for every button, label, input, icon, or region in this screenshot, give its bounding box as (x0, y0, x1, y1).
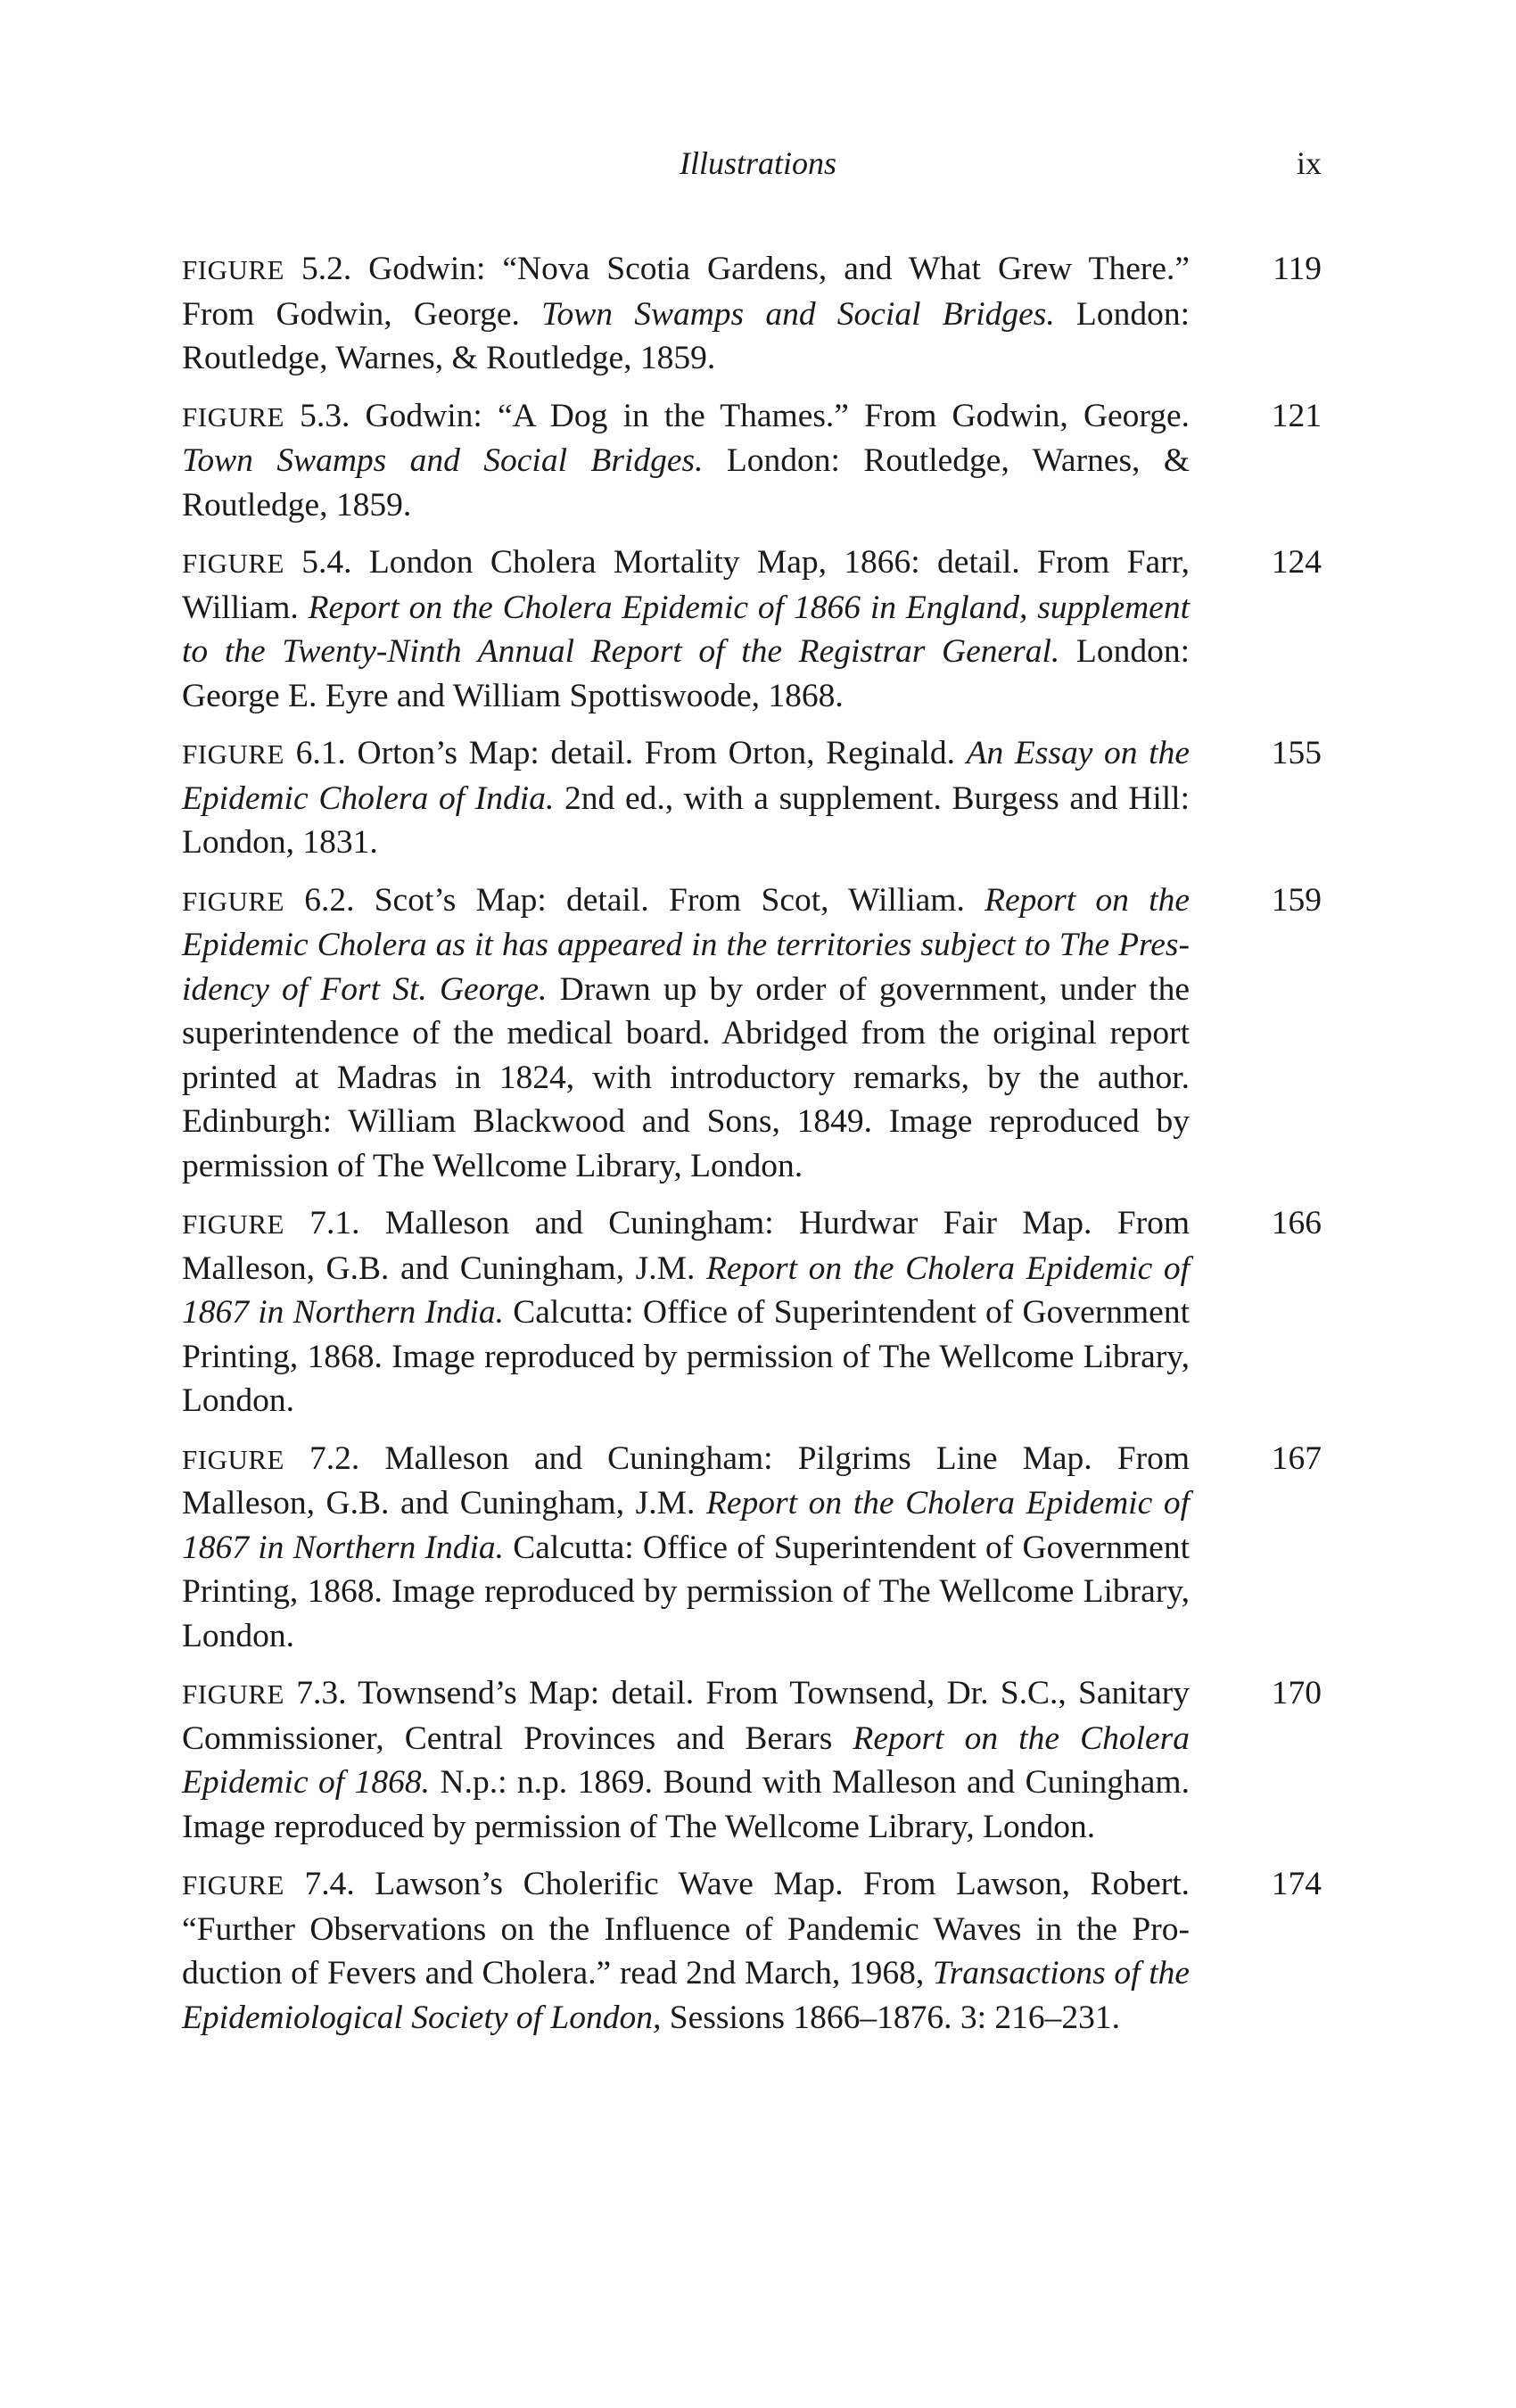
entry-text-segment: London: Routledge, Warnes, & Routledge, 1859. (182, 442, 1190, 524)
entry-caption (182, 247, 1190, 381)
illustration-entry (182, 1437, 1322, 1659)
entry-title-italic: An Essay on the Epidemic Cholera of India. (182, 735, 1190, 817)
figure-label: FIGURE (182, 1678, 284, 1710)
illustration-entry (182, 540, 1322, 718)
running-title: Illustrations (679, 145, 837, 181)
entry-text-segment: 6.1. Orton’s Map: detail. From Orton, Reginald. (284, 735, 967, 771)
entry-text-segment: 5.2. Godwin: “Nova Scotia Gardens, and What Grew There.” From Godwin, George. (182, 251, 1190, 333)
entry-text-segment: 7.2. Malleson and Cuningham: Pilgrims Line Map. From Malleson, G.B. and Cuningham, J.M. (182, 1439, 1190, 1521)
entry-caption (182, 1437, 1190, 1659)
entry-text-segment: 5.3. Godwin: “A Dog in the Thames.” From Godwin, George. (284, 397, 1190, 434)
entry-text-segment: Calcutta: Office of Superintendent of Government Printing, 1868. Image reproduced by permission of The Wellcome Library, London. (182, 1529, 1190, 1654)
figure-label: FIGURE (182, 1869, 284, 1901)
entry-text-segment: 7.3. Townsend’s Map: detail. From Townsend, Dr. S.C., Sanitary Commissioner, Central Provinces and Berars (182, 1675, 1190, 1757)
entry-page-number: 155 (1271, 735, 1322, 771)
entry-text-segment: London: Routledge, Warnes, & Routledge, 1859. (182, 295, 1190, 376)
entry-title-italic: Report on the Cholera Epidemic of 1867 in Northern India. (182, 1485, 1190, 1566)
entry-page-number: 174 (1271, 1866, 1322, 1902)
entry-page-number: 124 (1271, 544, 1322, 581)
figure-label: FIGURE (182, 1443, 284, 1475)
entry-caption (182, 1862, 1190, 2040)
figure-label: FIGURE (182, 254, 284, 285)
entry-title-italic: Report on the Cholera Epidemic of 1868. (182, 1719, 1190, 1801)
entry-text-segment: 6.2. Scot’s Map: detail. From Scot, William. (284, 881, 985, 919)
running-head (0, 141, 1516, 186)
illustrations-list (182, 247, 1322, 2053)
entry-title-italic: Town Swamps and Social Bridges. (541, 295, 1055, 333)
figure-label: FIGURE (182, 738, 284, 770)
entry-page-number: 119 (1273, 251, 1322, 287)
entry-text-segment: 2nd ed., with a supplement. Burgess and Hill: London, 1831. (182, 779, 1190, 861)
entry-text-segment: 7.1. Malleson and Cuningham: Hurdwar Fair Map. From Malleson, G.B. and Cuningham, J.M. (182, 1205, 1190, 1287)
illustration-entry (182, 1671, 1322, 1849)
illustration-entry (182, 878, 1322, 1189)
entry-caption (182, 540, 1190, 718)
entry-title-italic: Town Swamps and Social Bridges. (182, 442, 704, 479)
entry-title-italic: Report on the Epidemic Cholera as it has appeared in the territories subject to The Presidency of Fort St. George. (182, 881, 1190, 1008)
entry-page-number: 170 (1271, 1675, 1322, 1711)
illustration-entry (182, 1201, 1322, 1423)
entry-caption (182, 731, 1190, 865)
entry-text-segment: 7.4. Lawson’s Cholerific Wave Map. From Lawson, Robert. “Further Observations on the Influence of Pandemic Waves in the Production of Fevers and Cholera.” read 2nd March, 1968, (182, 1866, 1190, 1992)
entry-text-segment: Sessions 1866–1876. 3: 216–231. (661, 1999, 1121, 2036)
figure-label: FIGURE (182, 1208, 284, 1240)
illustration-entry (182, 394, 1322, 528)
illustration-entry (182, 1862, 1322, 2040)
entry-text-segment: London: George E. Eyre and William Spottiswoode, 1868. (182, 633, 1191, 714)
page-number: ix (1296, 145, 1322, 181)
illustration-entry (182, 247, 1322, 381)
entry-caption (182, 1201, 1190, 1423)
entry-page-number: 167 (1271, 1439, 1322, 1477)
entry-text-segment: 5.4. London Cholera Mortality Map, 1866: detail. From Farr, William. (182, 544, 1190, 626)
figure-label: FIGURE (182, 885, 284, 917)
entry-caption (182, 394, 1190, 528)
entry-caption (182, 878, 1190, 1189)
entry-page-number: 166 (1271, 1205, 1322, 1241)
entry-title-italic: Transactions of the Epidemiological Society of London, (182, 1955, 1191, 2036)
entry-page-number: 121 (1271, 397, 1322, 434)
entry-text-segment: Drawn up by order of government, under the superintendence of the medical board. Abridged from the original report printed at Madras in 1824, with introductory remarks, by the author. Edinburgh: William Blackwood and Sons, 1849. Image reproduced by permission of The Wellcome Library, London. (182, 970, 1190, 1184)
figure-label: FIGURE (182, 548, 284, 579)
entry-page-number: 159 (1271, 881, 1322, 919)
entry-text-segment: Calcutta: Office of Superintendent of Government Printing, 1868. Image reproduced by permission of The Wellcome Library, London. (182, 1294, 1190, 1419)
entry-title-italic: Report on the Cholera Epidemic of 1867 in Northern India. (182, 1249, 1190, 1331)
entry-caption (182, 1671, 1190, 1849)
entry-title-italic: Report on the Cholera Epidemic of 1866 in England, supplement to the Twenty-Ninth Annual Report of the Registrar General. (182, 589, 1190, 670)
figure-label: FIGURE (182, 400, 284, 433)
illustration-entry (182, 731, 1322, 865)
entry-text-segment: N.p.: n.p. 1869. Bound with Malleson and Cuningham. Image reproduced by permission of The Wellcome Library, London. (182, 1764, 1190, 1845)
